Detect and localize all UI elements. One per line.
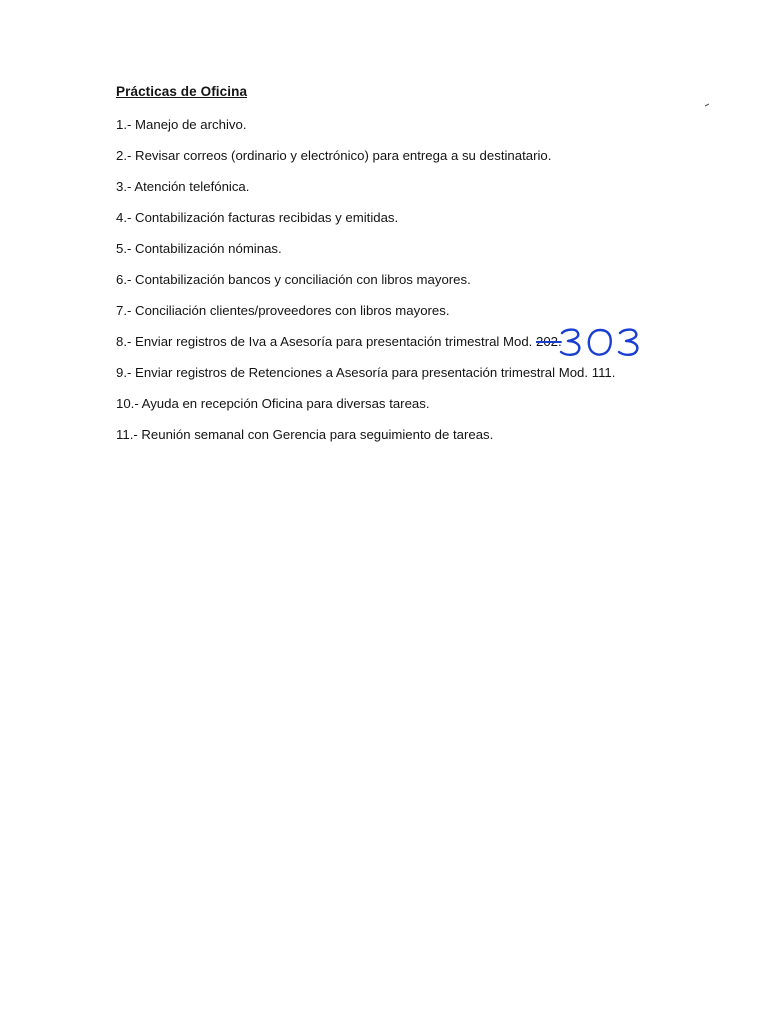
list-item-text: 3.- Atención telefónica. bbox=[116, 179, 250, 194]
list-item-3 bbox=[116, 178, 615, 209]
list-item-8 bbox=[116, 333, 615, 364]
list-item-6 bbox=[116, 271, 615, 302]
list-item-2 bbox=[116, 147, 615, 178]
list-item-text: 1.- Manejo de archivo. bbox=[116, 117, 247, 132]
task-list bbox=[116, 116, 615, 457]
list-item-1 bbox=[116, 116, 615, 147]
list-item-text: 4.- Contabilización facturas recibidas y emitidas. bbox=[116, 210, 399, 225]
list-item-text: 8.- Enviar registros de Iva a Asesoría para presentación trimestral Mod. bbox=[116, 334, 536, 349]
list-item-5 bbox=[116, 240, 615, 271]
list-item-10 bbox=[116, 395, 615, 426]
list-item-7 bbox=[116, 302, 615, 333]
list-item-text: 11.- Reunión semanal con Gerencia para seguimiento de tareas. bbox=[116, 427, 494, 442]
list-item-text: 2.- Revisar correos (ordinario y electrónico) para entrega a su destinatario. bbox=[116, 148, 552, 163]
struck-out-model-number: 202. bbox=[536, 334, 562, 349]
scan-speck bbox=[704, 103, 710, 107]
list-item-4 bbox=[116, 209, 615, 240]
list-item-text: 9.- Enviar registros de Retenciones a Asesoría para presentación trimestral Mod. 111. bbox=[116, 365, 616, 380]
list-item-text: 6.- Contabilización bancos y conciliación con libros mayores. bbox=[116, 272, 471, 287]
list-item-9 bbox=[116, 364, 615, 395]
list-item-text: 5.- Contabilización nóminas. bbox=[116, 241, 282, 256]
list-item-text: 7.- Conciliación clientes/proveedores con libros mayores. bbox=[116, 303, 450, 318]
document-title: Prácticas de Oficina bbox=[116, 84, 248, 99]
list-item-text: 10.- Ayuda en recepción Oficina para diversas tareas. bbox=[116, 396, 430, 411]
handwritten-correction-303 bbox=[556, 321, 642, 361]
list-item-11 bbox=[116, 426, 615, 457]
